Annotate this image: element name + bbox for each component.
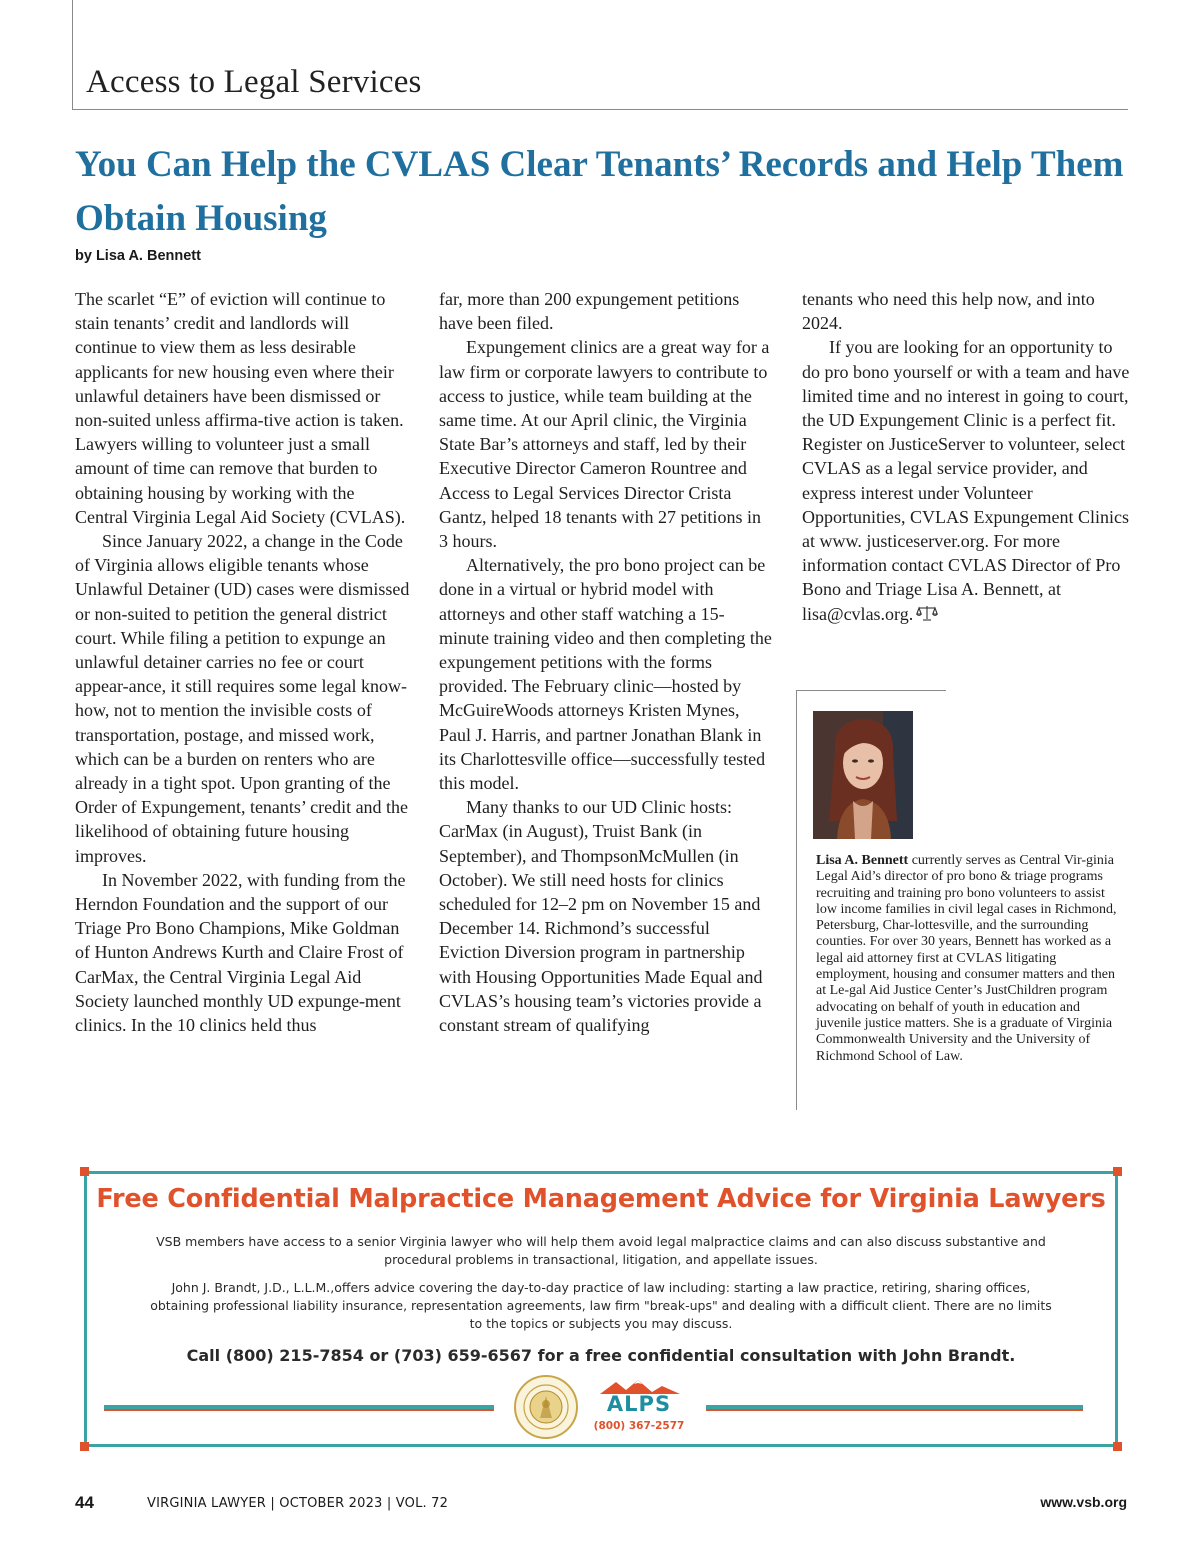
byline: by Lisa A. Bennett — [75, 248, 201, 264]
ad-corner-marker — [1113, 1167, 1122, 1176]
ad-decorative-rule — [706, 1405, 1083, 1411]
ad-title: Free Confidential Malpractice Management Advice for Virginia Lawyers — [96, 1184, 1106, 1214]
ad-corner-marker — [80, 1442, 89, 1451]
article-paragraph-text: If you are looking for an opportunity to do pro bono yourself or with a team and have limited time and no interest in going to court, the UD Expungement Clinic is a perfect fit. Register on JusticeServer to volunteer, select CVLAS as a legal service provider, and express interest under Volunteer Opportunities, CVLAS Expungement Clinics at www. justiceserver.org. For more information contact CVLAS Director of Pro Bono and Triage Lisa A. Bennett, at lisa@cvlas.org. — [802, 337, 1130, 624]
virginia-state-bar-seal-icon — [513, 1374, 579, 1440]
article-column-1 — [75, 287, 410, 1037]
article-paragraph-continued: far, more than 200 expungement petitions have been filed. — [439, 289, 740, 334]
bio-divider-vertical — [796, 690, 797, 1110]
author-bio-name: Lisa A. Bennett — [816, 853, 909, 868]
alps-logo-name: ALPS — [606, 1392, 672, 1416]
article-paragraph: In November 2022, with funding from the Herndon Foundation and the support of our Triage Pro Bono Champions, Mike Goldman of Hunton Andrews Kurth and Claire Frost of CarMax, the Central Virginia Legal Aid Society launched monthly UD expunge-ment clinics. In the 10 clinics held thus — [75, 869, 406, 1036]
bio-divider-horizontal — [796, 690, 946, 691]
alps-phone: (800) 367-2577 — [593, 1420, 685, 1432]
ad-decorative-rule — [104, 1405, 494, 1411]
article-paragraph-continued: tenants who need this help now, and into 2024. — [802, 289, 1095, 334]
publication-info: VIRGINIA LAWYER | OCTOBER 2023 | VOL. 72 — [147, 1496, 449, 1511]
ad-paragraph: John J. Brandt, J.D., L.L.M.,offers advice covering the day-to-day practice of law including: starting a law practice, retiring, sharing offices, obtaining professional liability insurance, representation agreements, law firm "break-ups" and dealing with a difficult client. There are no limits to the topics or subjects you may discuss. — [150, 1280, 1052, 1331]
footer-url: www.vsb.org — [1040, 1494, 1127, 1510]
scales-of-justice-icon — [916, 605, 938, 621]
article-paragraph: Many thanks to our UD Clinic hosts: CarMax (in August), Truist Bank (in September), and ThompsonMcMullen (in October). We still need hosts for clinics scheduled for 12–2 pm on November 15 and December 14. Richmond’s successful Eviction Diversion program in partnership with Housing Opportunities Made Equal and CVLAS’s housing team’s victories provide a constant stream of qualifying — [439, 797, 763, 1036]
article-title: You Can Help the CVLAS Clear Tenants’ Records and Help Them Obtain Housing — [75, 144, 1124, 239]
article-column-3 — [802, 287, 1132, 626]
section-title: Access to Legal Services — [86, 64, 422, 100]
article-paragraph: The scarlet “E” of eviction will continue to stain tenants’ credit and landlords will continue to view them as less desirable applicants for new housing even where their unlawful detainers have been dismissed or non-suited unless affirma-tive action is taken. Lawyers willing to volunteer just a small amount of time can remove that burden to obtaining housing by working with the Central Virginia Legal Aid Society (CVLAS). — [75, 289, 406, 527]
section-divider-vertical — [72, 0, 73, 110]
ad-corner-marker — [80, 1167, 89, 1176]
section-divider-horizontal — [72, 109, 1128, 110]
ad-corner-marker — [1113, 1442, 1122, 1451]
article-paragraph: Alternatively, the pro bono project can be done in a virtual or hybrid model with attorneys and other staff watching a 15-minute training video and then completing the expungement petitions with the forms provided. The February clinic—hosted by McGuireWoods attorneys Kristen Mynes, Paul J. Harris, and partner Jonathan Blank in its Charlottesville office—successfully tested this model. — [439, 555, 772, 794]
author-bio-text: currently serves as Central Vir-ginia Legal Aid’s director of pro bono & triage programs recruiting and training pro bono volunteers to assist low income families in civil legal cases in Richmond, Petersburg, Char-lottesville, and the surrounding counties. For over 30 years, Bennett has worked as a legal aid attorney first at CVLAS litigating employment, housing and consumer matters and then at Le-gal Aid Justice Center’s JustChildren program advocating on behalf of youth in education and juvenile justice matters. She is a graduate of Virginia Commonwealth University and the University of Richmond School of Law. — [816, 853, 1117, 1064]
article-paragraph: Since January 2022, a change in the Code of Virginia allows eligible tenants whose Unlawful Detainer (UD) cases were dismissed or non-suited to petition the general district court. While filing a petition to expunge an unlawful detainer carries no fee or court appear-ance, it still requires some legal know-how, not to mention the invisible costs of transportation, postage, and missed work, which can be a burden on renters who are already in a tight spot. Upon granting of the Order of Expungement, tenants’ credit and the likelihood of obtaining future housing improves. — [75, 531, 410, 866]
ad-call-to-action: Call (800) 215-7854 or (703) 659-6567 for a free confidential consultation with John Brandt. — [186, 1346, 1016, 1365]
author-photo — [813, 711, 913, 839]
page-number: 44 — [75, 1493, 94, 1512]
author-bio — [816, 853, 1128, 1065]
ad-paragraph: VSB members have access to a senior Virginia lawyer who will help them avoid legal malpractice claims and can also discuss substantive and procedural problems in transactional, litigation, and appellate issues. — [156, 1234, 1046, 1267]
article-paragraph: Expungement clinics are a great way for a law firm or corporate lawyers to contribute to access to justice, while team building at the same time. At our April clinic, the Virginia State Bar’s attorneys and staff, led by their Executive Director Cameron Rountree and Access to Legal Services Director Crista Gantz, helped 18 tenants with 27 petitions in 3 hours. — [439, 337, 770, 552]
article-column-2 — [439, 287, 774, 1037]
article-paragraph-last — [802, 335, 1132, 625]
